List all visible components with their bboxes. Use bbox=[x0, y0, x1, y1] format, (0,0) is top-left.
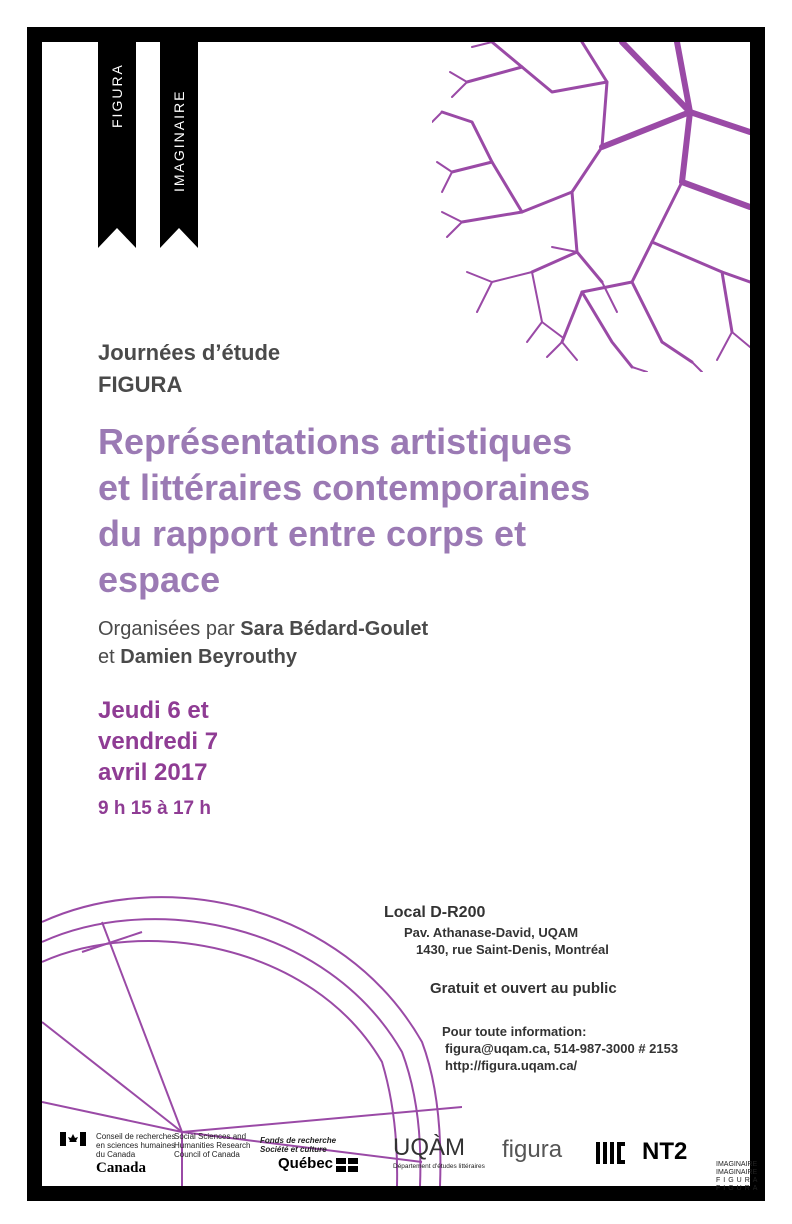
event-title-line-4: espace bbox=[98, 559, 221, 600]
nt2-wordmark: NT2 bbox=[642, 1138, 688, 1165]
admission-note: Gratuit et ouvert au public bbox=[430, 980, 617, 997]
quebec-wordmark: Québec bbox=[278, 1155, 334, 1172]
date-line-3: avril 2017 bbox=[98, 759, 208, 786]
organizers-line-1 bbox=[98, 615, 428, 643]
website-link[interactable]: http://figura.uqam.ca/ bbox=[445, 1058, 578, 1073]
figura-ribbon-label: FIGURA bbox=[109, 63, 125, 128]
fleur-de-lis-icon bbox=[336, 1158, 358, 1172]
figura-wordmark: figura bbox=[502, 1136, 563, 1163]
contact-info[interactable]: figura@uqam.ca, 514-987-3000 # 2153 bbox=[445, 1041, 679, 1056]
sshrc-line-2: Humanities Research bbox=[174, 1141, 251, 1150]
crsh-line-2: en sciences humaines bbox=[96, 1141, 176, 1150]
venue-room: Local D-R200 bbox=[384, 904, 486, 921]
event-type: Journées d’étude bbox=[98, 340, 281, 365]
sshrc-line-1: Social Sciences and bbox=[174, 1132, 247, 1141]
event-organizer-group: FIGURA bbox=[98, 372, 183, 397]
imaginaire-logo-line-1: IMAGINAIRE bbox=[716, 1161, 758, 1168]
event-title-line-3: du rapport entre corps et bbox=[98, 513, 527, 554]
frq-line-1: Fonds de recherche bbox=[260, 1136, 337, 1145]
figura-ribbon bbox=[98, 42, 136, 248]
crsh-line-1: Conseil de recherches bbox=[96, 1132, 176, 1141]
frq-line-2: Société et culture bbox=[260, 1145, 327, 1154]
canada-flag-icon bbox=[60, 1132, 86, 1146]
event-time: 9 h 15 à 17 h bbox=[98, 798, 212, 819]
info-label: Pour toute information: bbox=[442, 1024, 587, 1039]
crsh-line-3: du Canada bbox=[96, 1150, 136, 1159]
oic-logo-icon bbox=[596, 1142, 626, 1164]
uqam-department: Département d'études littéraires bbox=[393, 1163, 485, 1170]
poster-content bbox=[42, 42, 750, 1186]
uqam-wordmark: UQÀM bbox=[393, 1134, 465, 1161]
imaginaire-ribbon-label: IMAGINAIRE bbox=[171, 89, 187, 192]
organizers-prefix: Organisées par bbox=[98, 618, 241, 640]
imaginaire-logo-line-4: FIGURA bbox=[716, 1185, 761, 1192]
sponsor-logos bbox=[60, 1130, 760, 1200]
imaginaire-logo-line-2: IMAGINAIRE bbox=[716, 1169, 758, 1176]
imaginaire-logo-line-3: FIGURA bbox=[716, 1177, 761, 1184]
branch-illustration bbox=[432, 42, 750, 372]
organizers-joiner: et bbox=[98, 646, 121, 668]
date-line-1: Jeudi 6 et bbox=[98, 697, 209, 724]
sshrc-line-3: Council of Canada bbox=[174, 1150, 240, 1159]
canada-wordmark: Canada bbox=[96, 1160, 147, 1176]
venue-address: 1430, rue Saint-Denis, Montréal bbox=[416, 942, 609, 957]
venue-building: Pav. Athanase-David, UQAM bbox=[404, 925, 579, 940]
imaginaire-ribbon bbox=[160, 42, 198, 248]
event-title-line-1: Représentations artistiques bbox=[98, 421, 573, 462]
organizer-name-2: Damien Beyrouthy bbox=[120, 646, 297, 668]
organizer-name-1: Sara Bédard-Goulet bbox=[240, 618, 429, 640]
event-title-line-2: et littéraires contemporaines bbox=[98, 467, 591, 508]
date-line-2: vendredi 7 bbox=[98, 728, 219, 755]
organizers-line-2 bbox=[98, 643, 297, 671]
